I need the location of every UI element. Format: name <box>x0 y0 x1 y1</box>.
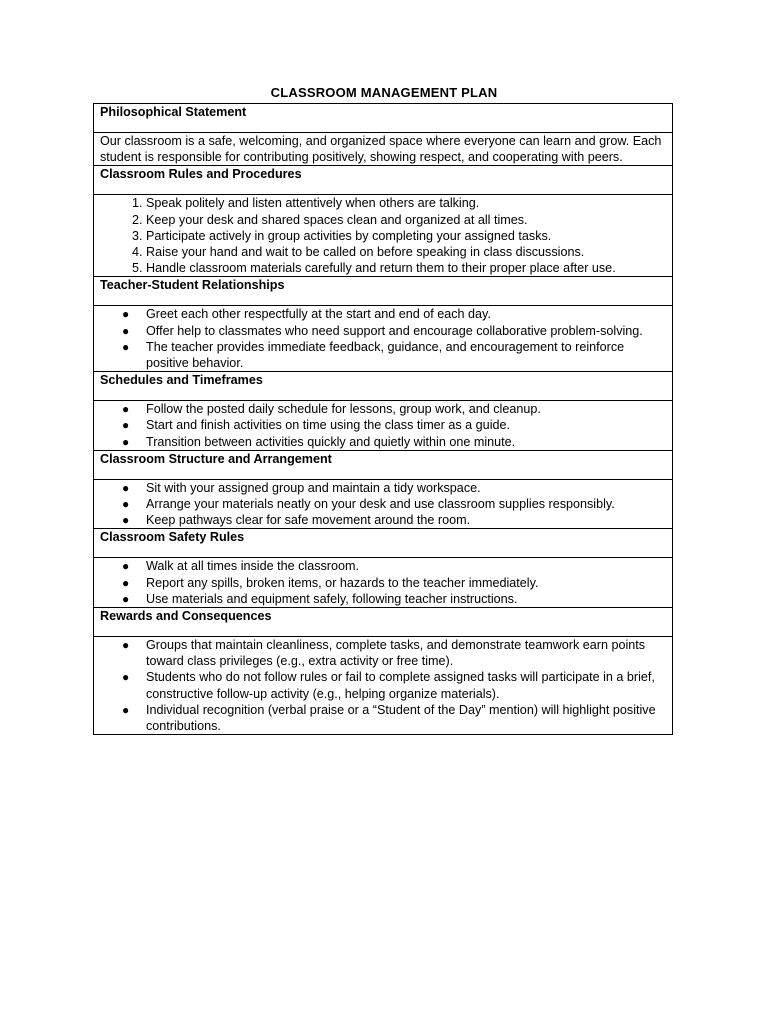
bullet-icon: ● <box>122 575 130 590</box>
list-item <box>122 669 666 701</box>
list-item-text: Use materials and equipment safely, following teacher instructions. <box>146 591 518 606</box>
list-item <box>122 575 666 591</box>
list-item-text: Participate actively in group activities by completing your assigned tasks. <box>146 228 552 243</box>
section-header-row <box>94 166 673 195</box>
list-item <box>146 212 666 228</box>
bulleted-list <box>100 480 666 529</box>
section-body-teacher-student-relationships <box>94 306 673 372</box>
section-header-row <box>94 450 673 479</box>
bullet-icon: ● <box>122 559 130 574</box>
list-item <box>122 591 666 607</box>
section-body-row <box>94 133 673 166</box>
bullet-icon: ● <box>122 591 130 606</box>
list-item-text: Keep pathways clear for safe movement around the room. <box>146 513 471 528</box>
bullet-icon: ● <box>122 497 130 512</box>
section-body-row <box>94 637 673 735</box>
section-body-classroom-safety-rules <box>94 558 673 608</box>
section-body-row <box>94 306 673 372</box>
section-header-row <box>94 372 673 401</box>
list-item-text: The teacher provides immediate feedback, guidance, and encouragement to reinforce positive behavior. <box>146 339 625 371</box>
list-item-text: Offer help to classmates who need support and encourage collaborative problem-solving. <box>146 323 643 338</box>
bullet-icon: ● <box>122 638 130 653</box>
list-item-text: Greet each other respectfully at the start and end of each day. <box>146 307 491 322</box>
section-header-row <box>94 529 673 558</box>
bullet-icon: ● <box>122 702 130 717</box>
list-item <box>122 417 666 433</box>
bulleted-list <box>100 637 666 734</box>
bulleted-list <box>100 558 666 607</box>
section-header-row <box>94 608 673 637</box>
list-item-text: Handle classroom materials carefully and return them to their proper place after use. <box>146 261 616 276</box>
bullet-icon: ● <box>122 402 130 417</box>
section-body-schedules-and-timeframes <box>94 401 673 451</box>
list-item <box>122 496 666 512</box>
section-heading-classroom-rules-and-procedures: Classroom Rules and Procedures <box>94 166 673 195</box>
bullet-icon: ● <box>122 418 130 433</box>
list-item <box>122 702 666 734</box>
section-heading-rewards-and-consequences: Rewards and Consequences <box>94 608 673 637</box>
bullet-icon: ● <box>122 323 130 338</box>
section-body-row <box>94 195 673 277</box>
list-item <box>122 401 666 417</box>
bulleted-list <box>100 401 666 450</box>
bullet-icon: ● <box>122 670 130 685</box>
list-item <box>122 512 666 528</box>
section-heading-philosophical-statement: Philosophical Statement <box>94 104 673 133</box>
plan-table <box>93 103 673 735</box>
list-item <box>122 306 666 322</box>
list-item <box>122 323 666 339</box>
list-item-text: Walk at all times inside the classroom. <box>146 559 359 574</box>
list-item <box>122 637 666 669</box>
bullet-icon: ● <box>122 434 130 449</box>
section-heading-classroom-structure-and-arrangement: Classroom Structure and Arrangement <box>94 450 673 479</box>
section-body-row <box>94 558 673 608</box>
list-item-text: Raise your hand and wait to be called on before speaking in class discussions. <box>146 245 585 260</box>
section-header-row <box>94 277 673 306</box>
list-item-text: Start and finish activities on time using the class timer as a guide. <box>146 418 510 433</box>
list-item-text: Students who do not follow rules or fail to complete assigned tasks will participate in a brief, constructive follow-up activity (e.g., helping organize materials). <box>146 670 655 701</box>
list-item-text: Sit with your assigned group and maintain a tidy workspace. <box>146 480 481 495</box>
section-body-philosophical-statement: Our classroom is a safe, welcoming, and organized space where everyone can learn and grow. Each student is responsible for contributing positively, showing respect, and cooperating with peers. <box>94 133 673 166</box>
section-header-row <box>94 104 673 133</box>
section-body-classroom-rules-and-procedures <box>94 195 673 277</box>
bullet-icon: ● <box>122 339 130 354</box>
list-item-text: Keep your desk and shared spaces clean and organized at all times. <box>146 212 528 227</box>
section-body-classroom-structure-and-arrangement <box>94 479 673 529</box>
document-title: CLASSROOM MANAGEMENT PLAN <box>270 85 498 100</box>
section-body-row <box>94 479 673 529</box>
list-item-text: Transition between activities quickly and quietly within one minute. <box>146 434 516 449</box>
list-item <box>146 195 666 211</box>
numbered-list <box>100 195 666 276</box>
bulleted-list <box>100 306 666 371</box>
section-heading-teacher-student-relationships: Teacher-Student Relationships <box>94 277 673 306</box>
list-item <box>122 480 666 496</box>
list-item-text: Groups that maintain cleanliness, complete tasks, and demonstrate teamwork earn points toward class privileges (e.g., extra activity or free time). <box>146 638 646 669</box>
list-item <box>146 228 666 244</box>
list-item <box>122 339 666 371</box>
list-item <box>146 260 666 276</box>
bullet-icon: ● <box>122 480 130 495</box>
section-body-rewards-and-consequences <box>94 637 673 735</box>
list-item-text: Report any spills, broken items, or hazards to the teacher immediately. <box>146 575 539 590</box>
list-item-text: Individual recognition (verbal praise or a “Student of the Day” mention) will highlight positive contributions. <box>146 702 656 734</box>
list-item-text: Arrange your materials neatly on your desk and use classroom supplies responsibly. <box>146 497 615 512</box>
section-body-row <box>94 401 673 451</box>
list-item-text: Speak politely and listen attentively when others are talking. <box>146 196 480 211</box>
list-item <box>122 558 666 574</box>
bullet-icon: ● <box>122 307 130 322</box>
list-item <box>146 244 666 260</box>
section-heading-schedules-and-timeframes: Schedules and Timeframes <box>94 372 673 401</box>
section-heading-classroom-safety-rules: Classroom Safety Rules <box>94 529 673 558</box>
bullet-icon: ● <box>122 513 130 528</box>
list-item-text: Follow the posted daily schedule for lessons, group work, and cleanup. <box>146 402 541 417</box>
list-item <box>122 434 666 450</box>
